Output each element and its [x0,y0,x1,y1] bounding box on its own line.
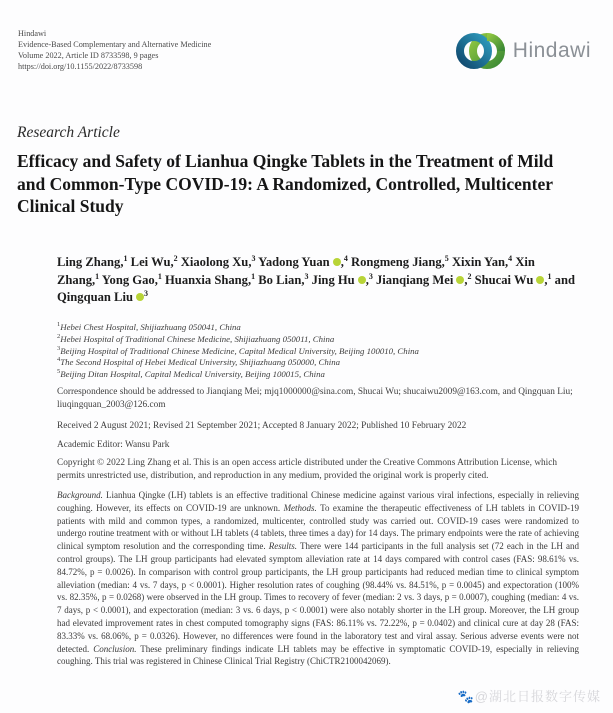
author: Yadong Yuan ,$^4$ [258,253,348,269]
abstract-segment: Methods. [283,502,317,513]
correspondence-note: Correspondence should be addressed to Jianqiang Mei; mjq1000000@sina.com, Shucai Wu; shucaiwu2009@163.com, and Qingquan Liu; liuqingquan_2003@126.com [57,387,573,410]
author: Jing Hu ,$^3$ [311,271,373,287]
author: Huanxia Shang,$^1$ [165,271,256,287]
affiliation-item: $^2$Hebei Hospital of Traditional Chinese Medicine, Shijiazhuang 050011, China [57,332,335,344]
author-affiliation-superscript: 4 [343,253,348,263]
article-type-label: Research Article [17,124,120,141]
author-affiliation-superscript: 1 [123,253,128,263]
abstract-segment: Conclusion. [93,643,137,654]
author: Shucai Wu ,$^1$ [474,271,552,287]
academic-editor-line: Academic Editor: Wansu Park [57,440,170,450]
author: Jianqiang Mei ,$^2$ [376,271,472,287]
publisher-line: Hindawi [18,29,47,38]
orcid-icon [333,258,341,266]
author-affiliation-superscript: 3 [251,253,256,263]
affiliation-superscript: 1 [57,321,61,329]
abstract-segment: Background. [57,490,103,500]
affiliation-superscript: 2 [57,332,61,340]
affiliation-item: $^1$Hebei Chest Hospital, Shijiazhuang 050041, China [57,321,241,332]
abstract-paragraph [57,489,579,668]
affiliation-item: $^5$Beijing Ditan Hospital, Capital Medical University, Beijing 100015, China [57,368,325,380]
author: Bo Lian,$^3$ [258,271,309,287]
author: Rongmeng Jiang,$^5$ [351,253,449,269]
author: Xiaolong Xu,$^3$ [180,253,256,269]
author: and Qingquan Liu $^3$ [57,272,575,304]
copyright-notice: Copyright © 2022 Ling Zhang et al. This is an open access article distributed under the Creative Commons Attribution License, which permits unrestricted use, distribution, and reproduction in any medium, provided the original work is properly cited. [57,458,558,481]
author-affiliation-superscript: 4 [508,253,513,263]
author-affiliation-superscript: 5 [444,253,449,263]
article-title: Efficacy and Safety of Lianhua Qingke Tablets in the Treatment of Mild and Common-Type COVID-19: A Randomized, Controlled, Multicenter Clinical Study [17,151,554,216]
dates-line: Received 2 August 2021; Revised 21 September 2021; Accepted 8 January 2022; Published 10 February 2022 [57,421,467,431]
doi-line: https://doi.org/10.1155/2022/8733598 [18,62,143,71]
author: Ling Zhang,$^1$ [57,253,128,269]
volume-line: Volume 2022, Article ID 8733598, 9 pages [18,51,159,60]
author-affiliation-superscript: 1 [157,271,162,281]
affiliations-list [57,322,579,381]
author-affiliation-superscript: 2 [173,253,178,263]
journal-line: Evidence-Based Complementary and Alternative Medicine [18,40,212,49]
author-affiliation-superscript: 1 [95,271,100,281]
author: Yong Gao,$^1$ [101,271,162,287]
affiliation-superscript: 5 [57,368,61,376]
hindawi-logo [455,28,591,74]
author: Xin Zhang,$^1$ [57,255,535,287]
author-affiliation-superscript: 2 [467,271,472,281]
affiliation-item: $^3$Beijing Hospital of Traditional Chinese Medicine, Capital Medical University, Beijing 100010, China [57,344,419,356]
author-affiliation-superscript: 3 [143,288,148,298]
hindawi-wordmark: Hindawi [512,39,591,62]
orcid-icon [456,276,464,284]
orcid-icon [536,276,544,284]
abstract-segment: Lianhua Qingke (LH) tablets is an effective traditional Chinese medicine against various viral infections, especially in relieving coughing. However, its effects on COVID-19 are unknown. [57,490,579,513]
masthead [18,28,211,72]
author: Lei Wu,$^2$ [130,253,178,269]
orcid-icon [136,293,144,301]
watermark: 🐾@湖北日报数字传媒 [457,689,601,704]
abstract-segment: There were 144 participants in the full analysis set (72 each in the LH and control groups). The LH group participants had elevated symptom alleviation rate at 14 days compared with control cases (FAS: 98.61% vs. 84.72%, p = 0.0026). In comparison with control group participants, the LH group participants had reduced median time to clinical symptom alleviation (median: 4 vs. 7 days, p < 0.0001). Higher resolution rates of coughing (98.44% vs. 84.51%, p = 0.0045) and expectoration (100% vs. 82.35%, p = 0.0268) were observed in the LH group. Times to recovery of fever (median: 2 vs. 3 days, p = 0.0007), coughing (median: 4 vs. 7 days, p < 0.0001), and expectoration (median: 3 vs. 6 days, p < 0.0001) were also notably shorter in the LH group. Moreover, the LH group had elevated improvement rates in chest computed tomography signs (FAS: 86.11% vs. 72.22%, p = 0.0402) and clinical cure at day 28 (FAS: 83.33% vs. 68.06%, p = 0.0326). However, no differences were found in the laboratory test and viral assay. Serious adverse events were not detected. [57,541,579,654]
hindawi-rings-icon [455,28,507,74]
affiliation-superscript: 4 [57,356,61,364]
author-affiliation-superscript: 1 [547,271,552,281]
author-affiliation-superscript: 3 [368,271,373,281]
affiliation-superscript: 3 [57,344,61,352]
author-affiliation-superscript: 1 [251,271,256,281]
author-affiliation-superscript: 3 [304,271,309,281]
abstract-segment: Results. [268,541,298,552]
author: Xixin Yan,$^4$ [451,253,513,269]
orcid-icon [358,276,366,284]
authors-line [57,254,579,307]
affiliation-item: $^4$The Second Hospital of Hebei Medical University, Shijiazhuang 050000, China [57,356,341,368]
abstract-segment: These preliminary findings indicate LH tablets may be effective in symptomatic COVID-19, especially in relieving coughing. This trial was registered in Chinese Clinical Trial Registry (ChiCTR2100042069). [57,643,579,667]
abstract-segment: To examine the therapeutic effectiveness of LH tablets in COVID-19 patients with mild and common types, a randomized, multicenter, controlled study was carried out. COVID-19 cases were randomized to undergo routine treatment with or without LH tablets (4 tablets, three times a day) for 14 days. The primary endpoints were the rate of achieving clinical symptom resolution and the corresponding time. [57,502,579,552]
